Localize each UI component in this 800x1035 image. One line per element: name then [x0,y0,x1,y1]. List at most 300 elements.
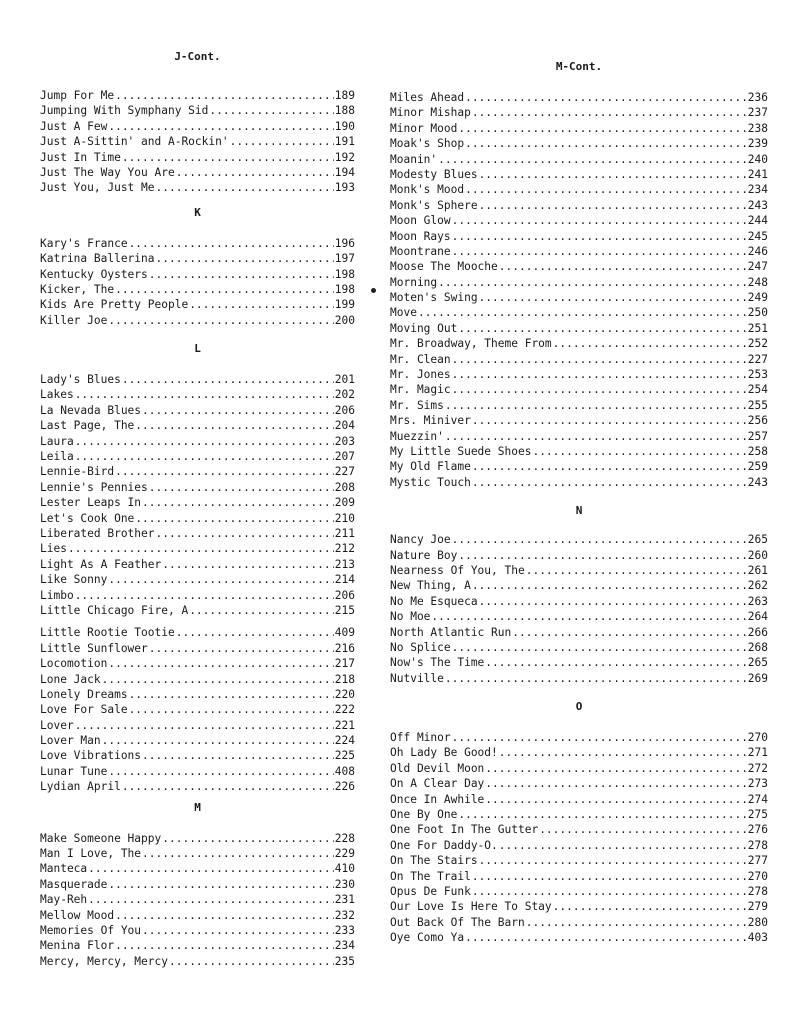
entry-title: Lester Leaps In [40,496,142,510]
entry-page: 256 [747,414,768,428]
index-entry [390,259,768,274]
index-entry [390,671,768,686]
entry-page: 226 [334,780,355,794]
dot-leader [499,745,747,760]
entry-page: 268 [747,640,768,654]
index-entry [40,464,355,479]
index-entry [390,290,768,305]
entry-title: Our Love Is Here To Stay [390,900,552,914]
spacer [390,82,768,90]
entry-title: Masquerade [40,877,108,891]
entry-page: 225 [334,749,355,763]
dot-leader [115,938,334,953]
index-entry [40,846,355,861]
index-entry [40,702,355,717]
index-entry [390,475,768,490]
index-entry [390,822,768,837]
index-entry [390,429,768,444]
dot-leader [452,640,747,655]
entry-title: Lover Man [40,734,101,748]
dot-leader [108,656,333,671]
entry-title: On A Clear Day [390,777,485,791]
entry-page: 274 [747,792,768,806]
entry-title: Lover [40,718,74,732]
entry-title: Moak's Shop [390,137,465,151]
spacer [40,328,355,342]
index-entry [390,563,768,578]
entry-page: 278 [747,884,768,898]
dot-leader [149,641,334,656]
entry-title: Lennie's Pennies [40,480,148,494]
entry-page: 253 [747,368,768,382]
dot-leader [418,305,747,320]
index-entry [40,541,355,556]
entry-title: Just You, Just Me [40,181,155,195]
entry-page: 260 [747,548,768,562]
index-entry [390,336,768,351]
dot-leader [122,372,334,387]
entry-title: Like Sonny [40,573,108,587]
index-entry [40,572,355,587]
dot-leader [88,892,334,907]
dot-leader [162,831,334,846]
entry-page: 209 [334,496,355,510]
dot-leader [75,588,334,603]
entry-title: Nancy Joe [390,533,451,547]
dot-leader [479,167,747,182]
entry-page: 245 [747,229,768,243]
entry-page: 243 [747,475,768,489]
entry-title: Once In Awhile [390,792,485,806]
entry-title: Moon Glow [390,214,451,228]
dot-leader [135,418,333,433]
index-entry [40,831,355,846]
dot-leader [75,718,334,733]
entry-title: Nature Boy [390,548,458,562]
entry-title: Kids Are Pretty People [40,298,189,312]
index-entry [390,305,768,320]
entry-title: Moon Rays [390,229,451,243]
spacer [40,815,355,831]
dot-leader [532,444,746,459]
index-entry [390,640,768,655]
entry-page: 189 [334,89,355,102]
index-entry [390,761,768,776]
index-entry [40,687,355,702]
index-entry [40,779,355,794]
entry-title: Modesty Blues [390,167,478,181]
spacer [390,490,768,504]
dot-leader [485,655,746,670]
section-l-continued [40,625,355,794]
dot-leader [176,625,334,640]
dot-leader [102,733,334,748]
dot-leader [452,532,747,547]
index-entry [40,656,355,671]
entry-page: 202 [334,388,355,402]
dot-leader [512,625,747,640]
index-entry [40,480,355,495]
entry-title: May-Reh [40,893,88,907]
dot-leader [108,764,333,779]
dot-leader [169,954,334,969]
entry-page: 198 [334,282,355,296]
dot-leader [485,792,746,807]
entry-page: 234 [747,183,768,197]
dot-leader [479,594,747,609]
dot-leader [472,884,747,899]
index-entry [40,557,355,572]
entry-page: 258 [747,444,768,458]
index-entry [40,403,355,418]
entry-title: Lennie-Bird [40,465,115,479]
spacer [390,518,768,532]
dot-leader [472,578,747,593]
index-entry [40,236,355,251]
entry-page: 254 [747,383,768,397]
dot-leader [465,90,747,105]
index-entry [390,594,768,609]
entry-page: 408 [334,764,355,778]
index-entry [390,321,768,336]
dot-leader [458,807,746,822]
spacer [40,618,355,625]
dot-leader [115,282,334,297]
entry-page: 224 [334,734,355,748]
dot-leader [452,730,747,745]
index-entry [390,398,768,413]
entry-title: Out Back Of The Barn [390,915,525,929]
margin-dot [371,288,376,293]
right-column [390,60,768,946]
entry-title: Minor Mood [390,121,458,135]
entry-page: 235 [334,954,355,968]
index-entry [40,88,355,103]
dot-leader [108,877,333,892]
entry-page: 262 [747,579,768,593]
entry-title: Off Minor [390,731,451,745]
entry-title: Morning [390,275,438,289]
spacer [40,220,355,236]
index-entry [390,90,768,105]
entry-page: 212 [334,542,355,556]
entry-title: Mercy, Mercy, Mercy [40,954,168,968]
dot-leader [431,609,746,624]
entry-title: Little Sunflower [40,641,148,655]
index-entry [40,119,355,134]
section-n [390,532,768,686]
entry-page: 211 [334,526,355,540]
dot-leader [142,748,334,763]
entry-title: Jumping With Symphany Sid [40,104,209,118]
entry-title: Last Page, The [40,419,135,433]
entry-title: Oye Como Ya [390,931,465,945]
entry-title: Laura [40,434,74,448]
dot-leader [479,198,747,213]
dot-leader [142,403,334,418]
dot-leader [445,671,747,686]
section-m-cont [390,90,768,490]
entry-page: 197 [334,252,355,266]
index-entry [40,282,355,297]
dot-leader [122,779,334,794]
entry-title: La Nevada Blues [40,403,142,417]
dot-leader [142,495,334,510]
section-letter: M [194,800,201,814]
index-entry [40,923,355,938]
entry-title: On The Trail [390,869,471,883]
index-entry [390,807,768,822]
index-entry [40,103,355,118]
entry-title: Katrina Ballerina [40,252,155,266]
entry-page: 280 [747,915,768,929]
index-entry [390,352,768,367]
entry-title: Mr. Broadway, Theme From [390,337,552,351]
dot-leader [472,459,747,474]
entry-title: Lone Jack [40,672,101,686]
section-letter: L [194,342,201,356]
dot-leader [149,480,334,495]
index-entry [390,730,768,745]
dot-leader [452,229,747,244]
entry-page: 279 [747,900,768,914]
index-entry [390,213,768,228]
index-entry [40,387,355,402]
entry-title: Jump For Me [40,89,115,102]
index-entry [40,165,355,180]
index-entry [40,511,355,526]
entry-page: 228 [334,831,355,845]
entry-title: No Me Esqueca [390,594,478,608]
index-entry [390,444,768,459]
entry-title: Make Someone Happy [40,831,162,845]
entry-title: One Foot In The Gutter [390,823,539,837]
entry-title: Nutville [390,671,444,685]
entry-title: One By One [390,808,458,822]
entry-page: 275 [747,808,768,822]
spacer [40,356,355,372]
entry-title: Miles Ahead [390,91,465,104]
dot-leader [115,908,334,923]
entry-page: 220 [334,687,355,701]
dot-leader [88,861,334,876]
index-entry [40,495,355,510]
entry-page: 241 [747,167,768,181]
section-letter: O [575,700,583,714]
dot-leader [472,105,747,120]
entry-title: Leila [40,450,74,464]
spacer [40,72,355,88]
spacer [40,196,355,206]
entry-page: 198 [334,267,355,281]
index-entry [40,954,355,969]
entry-page: 200 [334,313,355,327]
dot-leader [108,313,333,328]
entry-page: 230 [334,877,355,891]
entry-title: Move [390,306,417,320]
entry-title: Lydian April [40,780,121,794]
entry-page: 208 [334,480,355,494]
dot-leader [445,398,747,413]
dot-leader [156,180,334,195]
index-entry [390,884,768,899]
entry-title: Moten's Swing [390,291,478,305]
index-entry [390,930,768,945]
entry-title: Limbo [40,588,74,602]
entry-page: 204 [334,419,355,433]
entry-page: 409 [334,626,355,640]
entry-page: 249 [747,291,768,305]
entry-page: 206 [334,588,355,602]
dot-leader [465,182,747,197]
dot-leader [209,103,333,118]
entry-title: Little Rootie Tootie [40,626,175,640]
dot-leader [108,572,333,587]
entry-title: Mr. Jones [390,368,451,382]
section-m [40,831,355,970]
entry-page: 234 [334,939,355,953]
entry-page: 217 [334,657,355,671]
entry-page: 203 [334,434,355,448]
entry-page: 196 [334,236,355,250]
dot-leader [156,251,334,266]
dot-leader [156,526,334,541]
entry-page: 199 [334,298,355,312]
entry-title: Little Chicago Fire, A [40,603,189,617]
entry-title: Liberated Brother [40,526,155,540]
entry-title: Mellow Mood [40,908,115,922]
index-entry [40,588,355,603]
entry-page: 227 [747,352,768,366]
dot-leader [176,165,334,180]
dot-leader [479,853,747,868]
entry-page: 257 [747,429,768,443]
dot-leader [189,603,334,618]
entry-page: 221 [334,718,355,732]
index-entry [390,609,768,624]
dot-leader [142,846,334,861]
entry-page: 206 [334,403,355,417]
entry-title: Nearness Of You, The [390,563,525,577]
spacer [390,686,768,700]
index-entry [40,877,355,892]
index-entry [40,297,355,312]
index-entry [40,267,355,282]
entry-page: 236 [747,91,768,104]
entry-title: No Splice [390,640,451,654]
index-entry [40,672,355,687]
dot-leader [149,267,334,282]
dot-leader [102,672,334,687]
dot-leader [108,119,333,134]
dot-leader [499,259,747,274]
entry-title: Menina Flor [40,939,115,953]
entry-title: Moving Out [390,321,458,335]
entry-title: Mr. Clean [390,352,451,366]
entry-title: Moontrane [390,244,451,258]
entry-page: 248 [747,275,768,289]
index-entry [40,641,355,656]
index-entry [40,434,355,449]
entry-page: 265 [747,533,768,547]
entry-page: 270 [747,869,768,883]
index-entry [40,180,355,195]
entry-page: 259 [747,460,768,474]
entry-title: Old Devil Moon [390,761,485,775]
entry-page: 215 [334,603,355,617]
index-entry [390,548,768,563]
index-entry [390,899,768,914]
index-entry [40,892,355,907]
dot-leader [472,413,747,428]
index-entry [390,532,768,547]
index-entry [390,838,768,853]
entry-title: Locomotion [40,657,108,671]
entry-title: Muezzin' [390,429,444,443]
index-entry [390,275,768,290]
index-entry [40,313,355,328]
entry-page: 273 [747,777,768,791]
index-entry [390,915,768,930]
entry-page: 263 [747,594,768,608]
entry-title: Just A Few [40,119,108,133]
entry-title: Lies [40,542,67,556]
entry-title: Moose The Mooche [390,260,498,274]
dot-leader [479,290,747,305]
dot-leader [526,915,747,930]
dot-leader [68,541,334,556]
index-entry [40,625,355,640]
entry-title: Memories Of You [40,923,142,937]
dot-leader [539,822,747,837]
entry-page: 238 [747,121,768,135]
dot-leader [129,687,334,702]
index-entry [390,121,768,136]
index-entry [390,167,768,182]
dot-leader [189,297,334,312]
entry-title: On The Stairs [390,854,478,868]
entry-page: 246 [747,244,768,258]
entry-page: 231 [334,893,355,907]
entry-page: 192 [334,150,355,164]
dot-leader [230,134,334,149]
section-letter: N [575,504,583,518]
entry-page: 403 [747,931,768,945]
entry-title: Lakes [40,388,74,402]
index-entry [390,198,768,213]
index-entry [40,150,355,165]
index-entry [390,367,768,382]
index-entry [390,244,768,259]
entry-page: 261 [747,563,768,577]
dot-leader [472,869,747,884]
entry-title: Opus De Funk [390,884,471,898]
dot-leader [452,244,747,259]
index-entry [390,578,768,593]
dot-leader [452,352,747,367]
index-entry [40,908,355,923]
section-o [390,730,768,945]
entry-page: 269 [747,671,768,685]
entry-page: 232 [334,908,355,922]
index-entry [40,372,355,387]
dot-leader [142,923,334,938]
dot-leader [458,121,746,136]
entry-page: 239 [747,137,768,151]
left-column [40,50,355,969]
dot-leader [553,336,747,351]
section-k [40,236,355,328]
